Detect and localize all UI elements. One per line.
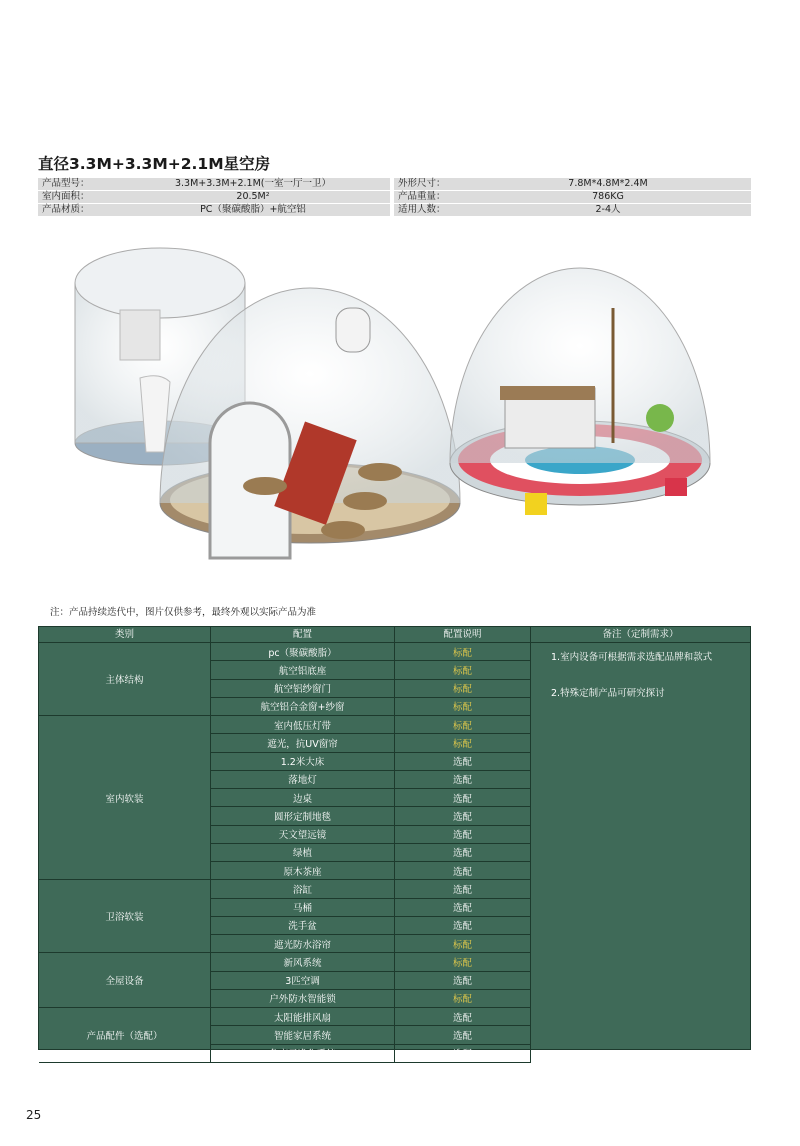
config-item-cell: pc（聚碳酸脂） <box>211 643 395 661</box>
config-item-cell: 边桌 <box>211 789 395 807</box>
spec-value: PC（聚碳酸脂）+航空铝 <box>200 204 306 215</box>
spec-label: 产品材质： <box>42 204 90 215</box>
config-item-cell: 原木茶座 <box>211 862 395 880</box>
config-status-cell: 选配 <box>395 789 531 807</box>
config-item-cell: 1.2米大床 <box>211 753 395 771</box>
header-config: 配置 <box>211 627 395 643</box>
header-status: 配置说明 <box>395 627 531 643</box>
spec-value: 2-4人 <box>595 204 621 215</box>
config-item-cell: 3匹空调 <box>211 972 395 990</box>
spec-value: 786KG <box>592 191 624 202</box>
category-cell: 产品配件（选配） <box>39 1008 211 1063</box>
config-status-cell: 标配 <box>395 680 531 698</box>
header-category: 类别 <box>39 627 211 643</box>
config-item-cell: 智能家居系统 <box>211 1026 395 1044</box>
spec-row <box>38 204 751 216</box>
config-item-cell: 浴缸 <box>211 880 395 898</box>
config-item-cell: 马桶 <box>211 899 395 917</box>
config-status-cell: 标配 <box>395 953 531 971</box>
spec-label: 产品型号： <box>42 178 90 189</box>
config-status-cell: 标配 <box>395 716 531 734</box>
category-cell: 全屋设备 <box>39 953 211 1008</box>
spec-label: 外形尺寸： <box>398 178 446 189</box>
spec-value: 7.8M*4.8M*2.4M <box>568 178 648 189</box>
page-title: 直径3.3M+3.3M+2.1M星空房 <box>38 155 271 173</box>
config-item-cell: 绿植 <box>211 844 395 862</box>
config-item-cell: 遮光，抗UV窗帘 <box>211 734 395 752</box>
config-status-cell: 标配 <box>395 698 531 716</box>
config-item-cell: 室内低压灯带 <box>211 716 395 734</box>
config-status-cell: 标配 <box>395 734 531 752</box>
config-status-cell: 标配 <box>395 935 531 953</box>
config-status-cell: 选配 <box>395 972 531 990</box>
config-status-cell: 选配 <box>395 826 531 844</box>
category-cell: 卫浴软装 <box>39 880 211 953</box>
config-status-cell: 选配 <box>395 899 531 917</box>
config-status-cell: 标配 <box>395 661 531 679</box>
category-cell: 室内软装 <box>39 716 211 880</box>
config-item-cell: 圆形定制地毯 <box>211 807 395 825</box>
category-cell: 主体结构 <box>39 643 211 716</box>
config-item-cell: 航空铝合金窗+纱窗 <box>211 698 395 716</box>
spec-label: 产品重量： <box>398 191 446 202</box>
disclaimer-note: 注：产品持续迭代中，图片仅供参考，最终外观以实际产品为准 <box>50 607 317 618</box>
config-status-cell: 选配 <box>395 1045 531 1063</box>
spec-row <box>38 191 751 203</box>
config-item-cell: 航空铝纱窗门 <box>211 680 395 698</box>
spec-table <box>38 178 751 217</box>
spec-label: 室内面积： <box>42 191 90 202</box>
config-item-cell: 洗手盆 <box>211 917 395 935</box>
config-status-cell: 选配 <box>395 771 531 789</box>
config-status-cell: 选配 <box>395 753 531 771</box>
config-table <box>38 626 751 1061</box>
config-status-cell: 标配 <box>395 643 531 661</box>
config-status-cell: 选配 <box>395 862 531 880</box>
bedroom-dome <box>450 268 710 515</box>
config-item-cell: 遮光防水浴帘 <box>211 935 395 953</box>
spec-value: 20.5M² <box>236 191 270 202</box>
config-item-cell: 太阳能排风扇 <box>211 1008 395 1026</box>
config-status-cell: 选配 <box>395 844 531 862</box>
config-item-cell: 航空铝底座 <box>211 661 395 679</box>
config-status-cell: 选配 <box>395 807 531 825</box>
config-item-cell: 新风系统 <box>211 953 395 971</box>
page-number: 25 <box>26 1108 42 1122</box>
config-status-cell: 选配 <box>395 917 531 935</box>
config-item-cell: 落地灯 <box>211 771 395 789</box>
config-item-cell: 户外防水智能锁 <box>211 990 395 1008</box>
header-remarks: 备注（定制需求） <box>531 627 750 643</box>
remarks-cell <box>531 643 750 1049</box>
spec-value: 3.3M+3.3M+2.1M(一室一厅一卫） <box>174 178 332 189</box>
config-item-cell: 负离子净化系统 <box>211 1045 395 1063</box>
dome-house-illustration <box>60 238 740 588</box>
config-status-cell: 选配 <box>395 1026 531 1044</box>
remark-item: 1.室内设备可根据需求选配品牌和款式 <box>551 652 713 663</box>
config-item-cell: 天文望远镜 <box>211 826 395 844</box>
remark-item: 2.特殊定制产品可研究探讨 <box>551 688 665 699</box>
spec-row <box>38 178 751 190</box>
config-status-cell: 选配 <box>395 880 531 898</box>
config-status-cell: 选配 <box>395 1008 531 1026</box>
spec-label: 适用人数： <box>398 204 446 215</box>
config-status-cell: 标配 <box>395 990 531 1008</box>
